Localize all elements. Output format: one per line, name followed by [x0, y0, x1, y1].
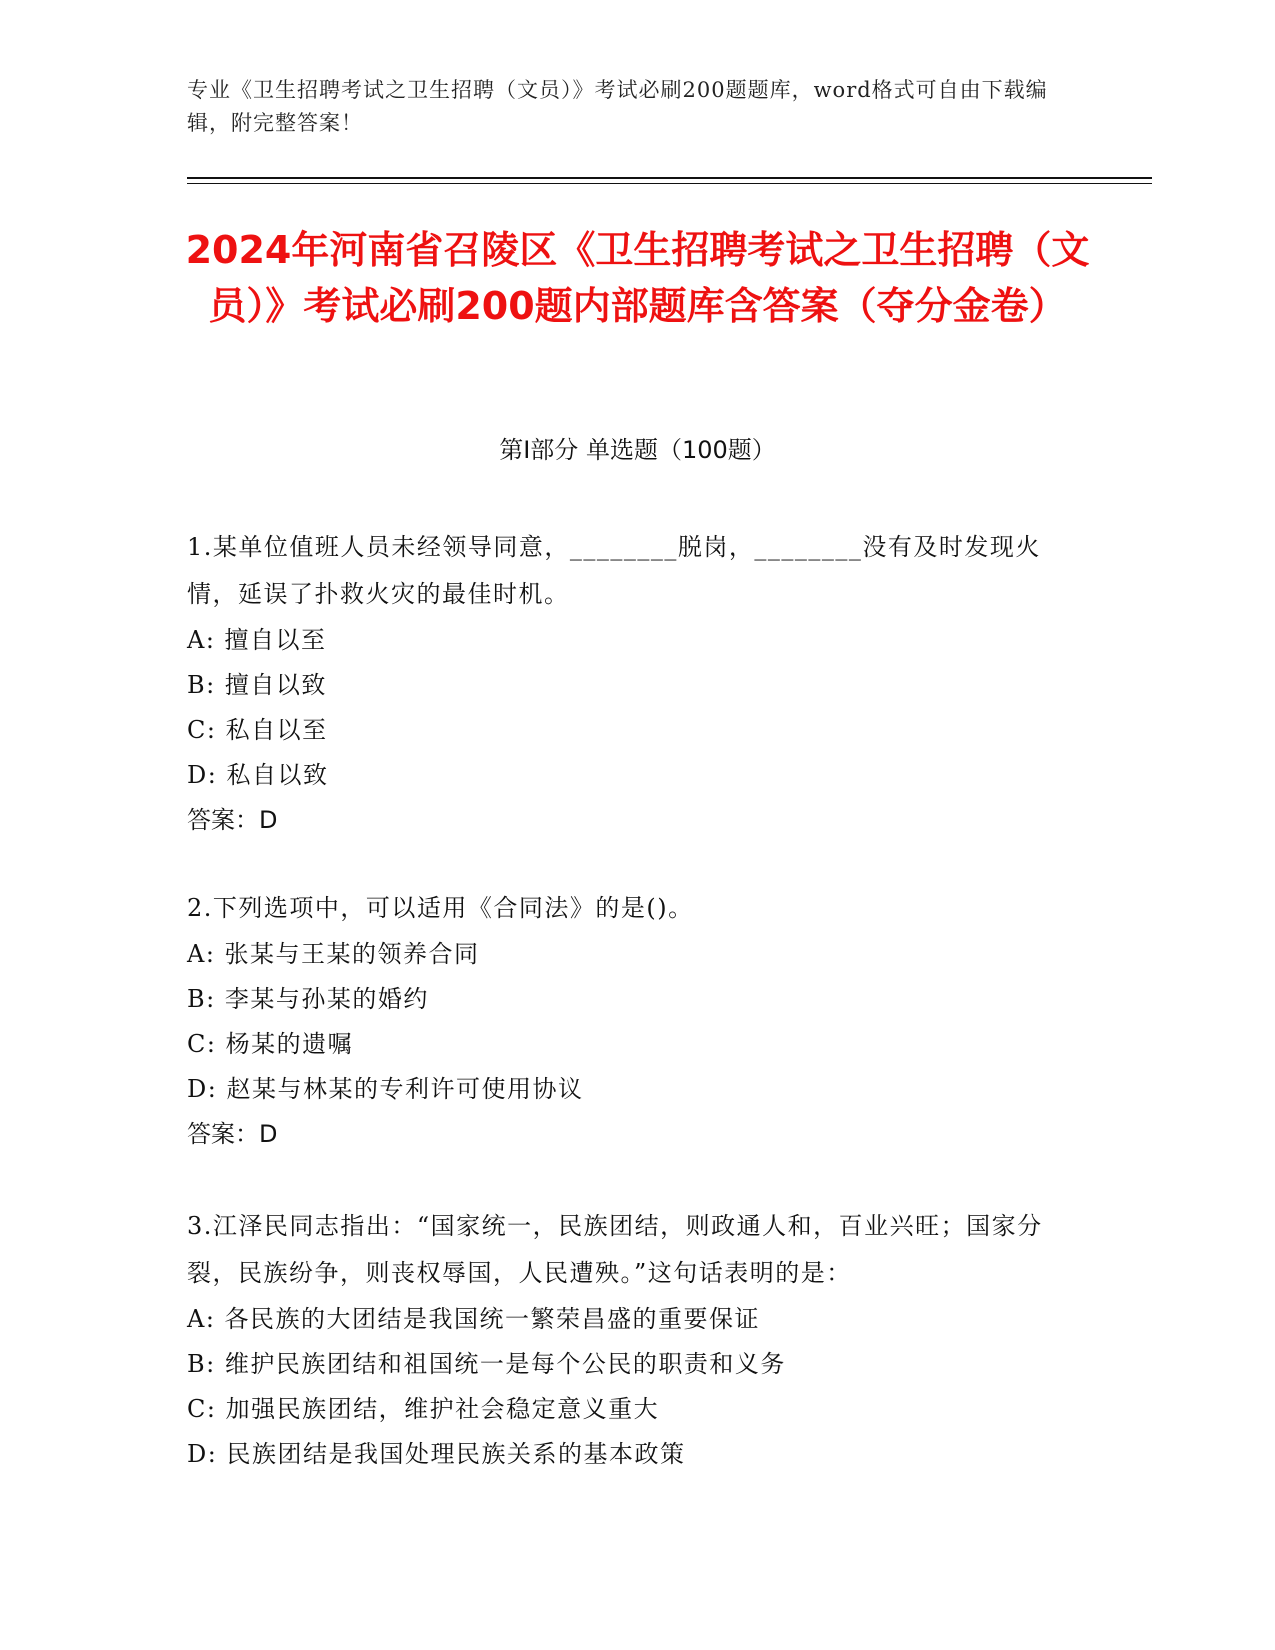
section-heading: 第Ⅰ部分 单选题（100题） — [499, 436, 776, 464]
question-stem: 1.某单位值班人员未经领导同意，________脱岗，________没有及时发现火情，延误了扑救火灾的最佳时机。 — [187, 533, 1041, 608]
option-b: B: 李某与孙某的婚约 — [187, 985, 429, 1013]
option-c: C: 私自以至 — [187, 716, 328, 744]
header-note: 专业《卫生招聘考试之卫生招聘（文员）》考试必刷200题题库，word格式可自由下载编辑，附完整答案！ — [187, 78, 1048, 135]
option-c: C: 加强民族团结，维护社会稳定意义重大 — [187, 1395, 660, 1423]
answer-line: 答案：D — [187, 1120, 278, 1148]
header-divider-thick — [187, 177, 1152, 179]
option-b: B: 擅自以致 — [187, 671, 327, 699]
answer-line: 答案：D — [187, 806, 278, 834]
option-a: A: 各民族的大团结是我国统一繁荣昌盛的重要保证 — [187, 1305, 761, 1333]
option-d: D: 私自以致 — [187, 761, 329, 789]
option-a: A: 张某与王某的领养合同 — [187, 940, 480, 968]
question-2 — [187, 885, 1067, 1157]
option-a: A: 擅自以至 — [187, 626, 327, 654]
header-divider-thin — [187, 183, 1152, 184]
question-1 — [187, 524, 1067, 843]
option-c: C: 杨某的遗嘱 — [187, 1030, 354, 1058]
question-stem: 3.江泽民同志指出：“国家统一，民族团结，则政通人和，百业兴旺；国家分裂，民族纷争，则丧权辱国，人民遭殃。”这句话表明的是： — [187, 1212, 1043, 1287]
question-stem: 2.下列选项中，可以适用《合同法》的是()。 — [187, 894, 694, 922]
document-title: 2024年河南省召陵区《卫生招聘考试之卫生招聘（文员）》考试必刷200题内部题库含答案（夺分金卷） — [185, 228, 1090, 328]
option-d: D: 赵某与林某的专利许可使用协议 — [187, 1075, 584, 1103]
option-b: B: 维护民族团结和祖国统一是每个公民的职责和义务 — [187, 1350, 786, 1378]
question-3 — [187, 1203, 1067, 1477]
option-d: D: 民族团结是我国处理民族关系的基本政策 — [187, 1440, 686, 1468]
